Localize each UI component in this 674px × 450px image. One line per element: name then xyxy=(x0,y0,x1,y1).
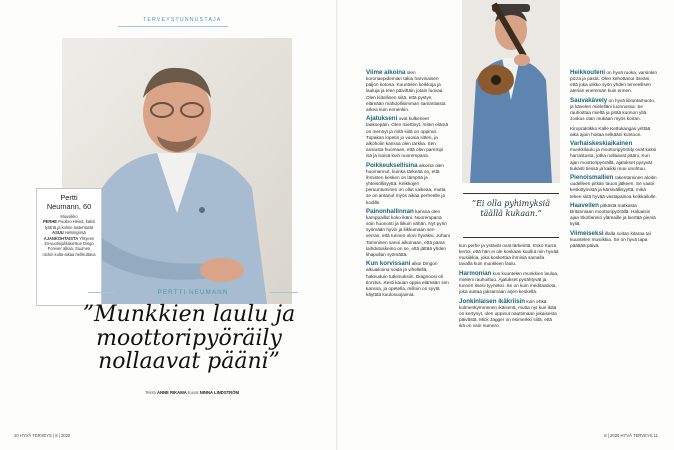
pullquote-rule-top xyxy=(463,193,559,194)
byline-rule-left xyxy=(88,292,116,293)
page-gutter xyxy=(336,0,338,450)
byline-rule-right xyxy=(270,292,298,293)
pull-quote: ”Ei olla pyhimyksiä täällä kukaan.” xyxy=(471,199,550,218)
folio-left: 10 HYVÄ TERVEYS | 8 | 2020 xyxy=(14,433,71,438)
paragraph-text: on hyvä ruoka, varsinkin pizza ja pasta. Olen kehottanut itseäni, että joka viikko syön yhden terveellisen aterian enemmän kuin ennen. xyxy=(570,70,657,94)
paragraph-text: illalla soitan kitaraa tai kuuntelen musiikkia. Se on hyvä tapa päättää päivä. xyxy=(570,230,651,249)
paragraph-text: olen koronaepidemian takia harvinaisen paljon kotona. Kuuntelen keikkoja ja lauluja ja teen päivittäin jotain luovaa. Olen kiitollinen siitä, että pystyn elämään mahdollisimman samanlaista arkea kuin ennenkin. xyxy=(366,70,446,112)
byline-name: PERTTI NEUMANN xyxy=(157,289,229,296)
paragraph-text: rakentaminen aloitin uudelleen pitkän tauon jälkeen. Se vaatii keskittymistä ja kärsivällisyyttä, mikä tekee siitä hyvää vastapainoa keikkailulle. xyxy=(570,175,657,199)
paragraph-lead: Heikkouteni xyxy=(570,69,606,76)
paragraph-lead: Viimeiseksi xyxy=(570,229,604,237)
profile-details xyxy=(42,214,96,257)
paragraph xyxy=(570,231,658,249)
section-rule xyxy=(118,26,228,27)
section-label: TERVEYSTUNNUSTAJA xyxy=(143,17,222,23)
paragraph-text: munkkilaulu ja moottoripyöräily ovat kaksi harrastusta, jotka nollaavat pääni. Kun ajan moottoripyörällä, ajatukset pysyvät tiukasti tiessä ja kaikki muu unohtuu. xyxy=(570,147,657,171)
profile-line-text: Puoliso Heinä, kaksi tytärtä ja kolme lastenlasta xyxy=(44,219,96,230)
paragraph xyxy=(459,271,559,296)
paragraph xyxy=(570,175,658,200)
paragraph xyxy=(459,243,559,268)
paragraph-text: kun kuuntelen munkkien laulua, mieleni rauhoittuu. Ajatukset pysähtyvät ja tunnen itseni tyyneksi. Se on kuin meditaatiota, joka auttaa jaksamaan arjen keskellä. xyxy=(459,270,559,295)
paragraph xyxy=(570,126,658,138)
paragraph xyxy=(366,209,450,258)
paragraph xyxy=(366,261,450,298)
paragraph-lead: Ajatukseni xyxy=(366,115,398,123)
text-column-2 xyxy=(459,243,559,333)
profile-line-text: Muusikko xyxy=(60,214,78,219)
profile-line-label: ASUU xyxy=(52,230,64,236)
headline: ”Munkkien laulu ja moottoripyöräily nollaavat pääni” xyxy=(82,302,296,374)
credits-photographer: NINNA LINDSTRÖM xyxy=(199,390,239,395)
paragraph-lead: Painonhallinnan xyxy=(366,207,414,215)
profile-name: Pertti Neumann, 60 xyxy=(46,193,92,211)
paragraph-text: Kiropraktikko Kalle Kettukangas yrittää aika ajoin hoitaa selkääni kuntoon. xyxy=(570,125,651,137)
paragraph-text: aikoina olen huomannut, kuinka tärkeää on, että ihmisten kesken on lämpöä ja yhteisöllisyyttä. Keikkojen peruuntuminen on ollut vaikeaa, mutta se on antanut myös aikaa perheelle ja kodille. xyxy=(366,162,446,205)
paragraph-text: alkoi Dingon alkuaikoina soida ja vihellellä, hakeuduin tutkimuksiin. Diagnoosi oli tinnitus. Kesti kauan oppia elämään sen kanssa, ja opetella, milloin on syytä käyttää kuulosuojaimia. xyxy=(366,261,449,298)
paragraph xyxy=(366,163,450,206)
profile-line-label: AJANKOHTAISTA xyxy=(43,235,79,241)
credits-photo-label: Kuvat xyxy=(187,390,199,395)
paragraph-lead: Sauvakävely xyxy=(570,96,608,104)
paragraph xyxy=(570,203,658,228)
credits xyxy=(112,390,272,395)
paragraph xyxy=(570,141,658,172)
paragraph-lead: Haaveilen xyxy=(570,201,599,209)
paragraph xyxy=(366,116,450,159)
profile-line xyxy=(42,236,96,258)
credits-text-label: Teksti xyxy=(145,390,156,395)
pullquote-rule-bottom xyxy=(463,237,559,238)
paragraph-lead: Kun korvissani xyxy=(366,260,411,268)
paragraph-lead: Jonkinlaisen ikäkriisin xyxy=(459,297,526,305)
paragraph-lead: Pienoismallien xyxy=(570,174,614,182)
paragraph-lead: Poikkeuksellisina xyxy=(366,161,418,169)
profile-infobox xyxy=(36,188,102,306)
paragraph-text: kanssa olen kamppaillut koko ikäni. Nuorempana söin huonosti ja liikuin vähän. Nyt pyrin syömään hyvin ja liikkumaan sen verran, että tunnen oloni hyväksi. Juhani Tamminen sanoi aikoinaan, että paras laihdutuskeino on se, että jättää yhden lihapullan syömättä. xyxy=(366,208,450,257)
paragraph-text: pitkästä matkasta Britanniaan moottoripyörällä. Haluaisin ajaa Skotlannin ylämaille ja kiertää pieniä kyliä. xyxy=(570,202,656,227)
paragraph xyxy=(570,98,658,123)
paragraph-lead: Harmonian xyxy=(459,269,492,277)
credits-writer: ANNE RIKAMA xyxy=(156,390,187,395)
paragraph-text: ovat kulkeneet taaksepäin. Olen miettinyt, miten elämä on mennyt ja mitä siitä on oppinut. Tupakan lopetin jo vuosia sitten, ja alkoholin kanssa olen tarkka. Sen ansiosta huomaan, että olen parempi isä ja isoisä kuin nuorempana. xyxy=(366,116,449,159)
paragraph xyxy=(570,70,658,95)
profile-line-text: Helsingissä xyxy=(64,230,86,236)
profile-line-label: PERHE xyxy=(42,219,58,225)
text-column-3 xyxy=(570,70,658,252)
paragraph-text: koin ehkä kolmenkymmenen ikäisenä, mutta nyt kun ikää on kertynyt, olen oppinut nauttimaan jokaisesta päivästä. Mick Jagger on esimerkki siitä, että ikä on vain numero. xyxy=(459,298,557,329)
folio-right: 8 | 2020 HYVÄ TERVEYS 11 xyxy=(604,433,658,438)
paragraph-text: kun perhe ja ystävät ovat tärkeintä. Esko Karra kertoi, että hän ei ole koskaan kuullut niin hyvää musiikkia, joka koskettaa ihmisiä samalla tavalla kuin munkkien laulu. xyxy=(459,243,559,267)
paragraph-lead: Varhaiskeskiaikainen xyxy=(570,140,633,148)
text-column-1 xyxy=(366,70,450,301)
profile-line xyxy=(42,219,96,230)
profile-line-text: Yhtyeen 20-vuotisjuhlakiertue Dingo Forever alkaa, Suomen rockin kulta-aikaa hehkuttava xyxy=(42,235,96,257)
paragraph-text: on hyvä liikuntamuoto, ja kävelen mielelläni luonnossa. Se rauhoittaa mieltä ja pitää kunnon yllä. Joskus otan mukaan myös koiran. xyxy=(570,97,656,122)
paragraph-lead: Viime aikoina xyxy=(366,69,406,76)
paragraph xyxy=(459,299,559,330)
guitar-photo xyxy=(462,0,560,183)
paragraph xyxy=(366,70,450,113)
